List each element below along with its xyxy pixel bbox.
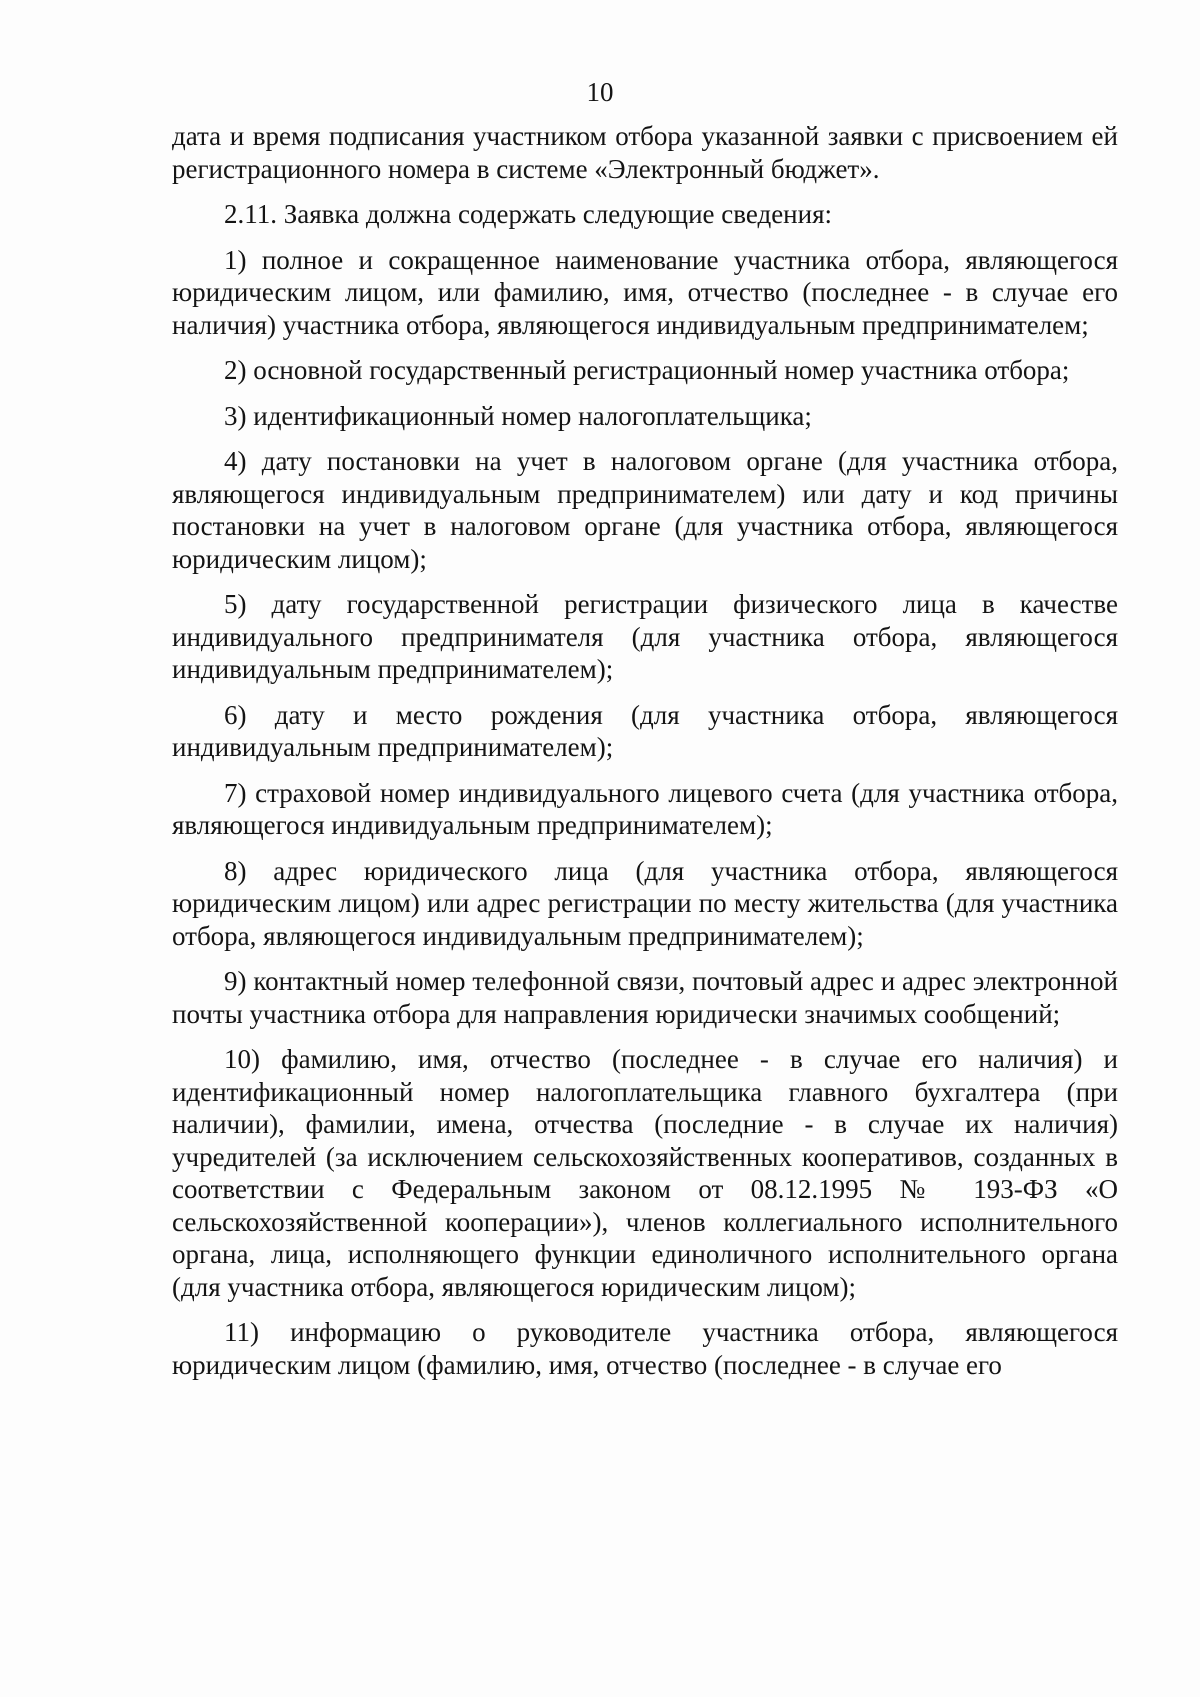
paragraph-item-3: 3) идентификационный номер налогоплательщика;: [224, 400, 812, 431]
paragraph-section-2-11: 2.11. Заявка должна содержать следующие сведения:: [224, 199, 833, 229]
paragraph-item-5: 5) дату государственной регистрации физического лица в качестве индивидуального предпринимателя (для участника отбора, являющегося индивидуальным предпринимателем);: [172, 589, 1118, 684]
paragraph-item-8: 8) адрес юридического лица (для участника отбора, являющегося юридическим лицом) или адрес регистрации по месту жительства (для участника отбора, являющегося индивидуальным предпринимателем);: [172, 855, 1118, 951]
page-body: [172, 120, 1118, 1394]
page-number: 10: [586, 77, 614, 107]
paragraph-continuation: дата и время подписания участником отбора указанной заявки с присвоением ей регистрационного номера в системе «Электронный бюджет».: [172, 121, 1118, 184]
paragraph-item-9: 9) контактный номер телефонной связи, почтовый адрес и адрес электронной почты участника отбора для направления юридически значимых сообщений;: [172, 966, 1118, 1029]
paragraph-item-10: 10) фамилию, имя, отчество (последнее - в случае его наличия) и идентификационный номер налогоплательщика главного бухгалтера (при наличии), фамилии, имена, отчества (последние - в случае их наличия) учредителей (за исключением сельскохозяйственных кооперативов, созданных в соответствии с Федеральным законом от 08.12.1995 № 193-ФЗ «О сельскохозяйственной кооперации»), членов коллегиального исполнительного органа, лица, исполняющего функции единоличного исполнительного органа (для участника отбора, являющегося юридическим лицом);: [172, 1044, 1118, 1302]
paragraph-item-7: 7) страховой номер индивидуального лицевого счета (для участника отбора, являющегося индивидуальным предпринимателем);: [172, 777, 1118, 840]
paragraph-item-11: 11) информацию о руководителе участника отбора, являющегося юридическим лицом (фамилию, имя, отчество (последнее - в случае его: [172, 1317, 1118, 1380]
paragraph-item-4: 4) дату постановки на учет в налоговом органе (для участника отбора, являющегося индивидуальным предпринимателем) или дату и код причины постановки на учет в налоговом органе (для участника отбора, являющегося юридическим лицом);: [172, 446, 1118, 574]
paragraph-item-6: 6) дату и место рождения (для участника отбора, являющегося индивидуальным предпринимателем);: [172, 699, 1118, 762]
paragraph-item-2: 2) основной государственный регистрационный номер участника отбора;: [224, 355, 1070, 385]
paragraph-item-1: 1) полное и сокращенное наименование участника отбора, являющегося юридическим лицом, или фамилию, имя, отчество (последнее - в случае его наличия) участника отбора, являющегося индивидуальным предпринимателем;: [172, 244, 1118, 340]
